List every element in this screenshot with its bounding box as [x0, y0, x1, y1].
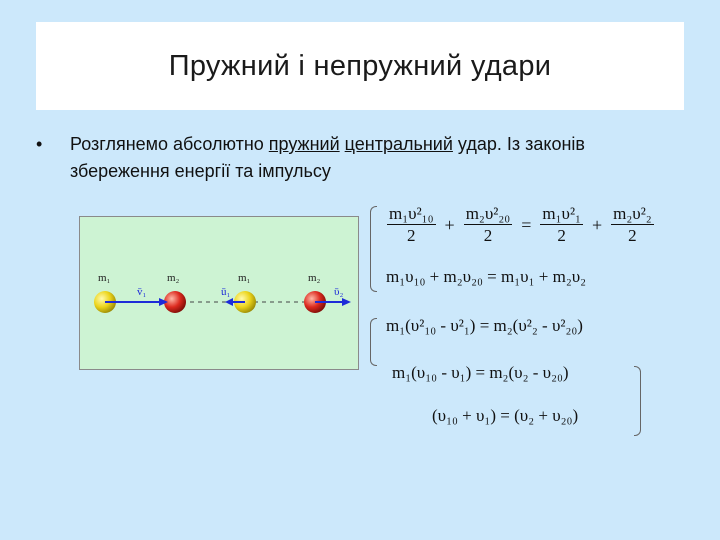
label-m2-before: m₂	[167, 272, 180, 284]
label-u1: ū₁	[221, 286, 231, 298]
fraction-1: $\frac{\text{m₁υ²₁₀}}{2}$	[389, 204, 434, 245]
slide-title: Пружний і непружний удари	[168, 49, 552, 82]
label-m1-after: m₁	[238, 272, 251, 284]
bullet-text-end: удар. Із законів збереження енергії та імпульсу	[70, 134, 585, 181]
arrowhead-u1	[225, 298, 233, 306]
link-elastic[interactable]: пружний	[268, 134, 340, 154]
energy-difference-equation: m₁(υ²₁₀ - υ²₁) = m₂(υ²₂ - υ²₂₀)	[386, 316, 583, 335]
bullet-paragraph	[36, 131, 676, 185]
bullet-icon: •	[36, 134, 43, 154]
link-central[interactable]: центральний	[344, 134, 453, 154]
label-v2: ῡ₂	[334, 286, 344, 298]
energy-equation: $\frac{\text{m₁υ²₁₀}}{2}$ + $\frac{\text{m₂υ²₂₀}}{2}$ = $\frac{\text{m₁υ²₁}}{2}$ + $\frac{\text{m₂υ²₂}}{2}$	[389, 204, 652, 245]
bullet-text-start: Розглянемо абсолютно	[70, 134, 269, 154]
momentum-difference-equation: m₁(υ₁₀ - υ₁) = m₂(υ₂ - υ₂₀)	[392, 363, 569, 382]
fraction-2: $\frac{\text{m₂υ²₂₀}}{2}$	[465, 204, 511, 245]
brace-system-3	[634, 366, 641, 436]
title-bar	[36, 22, 684, 110]
collision-diagram-svg	[80, 217, 358, 369]
arrowhead-v2	[342, 298, 351, 306]
label-v1: v̄₁	[137, 286, 147, 298]
label-m2-after: m₂	[308, 272, 321, 284]
collision-diagram	[79, 216, 359, 370]
brace-system-2	[370, 318, 377, 366]
momentum-equation: m₁υ₁₀ + m₂υ₂₀ = m₁υ₁ + m₂υ₂	[386, 267, 587, 286]
label-m1-before: m₁	[98, 272, 111, 284]
velocity-sum-equation: (υ₁₀ + υ₁) = (υ₂ + υ₂₀)	[432, 406, 579, 425]
brace-system-1	[370, 206, 377, 292]
bullet-text	[70, 131, 676, 185]
fraction-3: $\frac{\text{m₁υ²₁}}{2}$	[542, 204, 581, 245]
fraction-4: $\frac{\text{m₂υ²₂}}{2}$	[613, 204, 652, 245]
